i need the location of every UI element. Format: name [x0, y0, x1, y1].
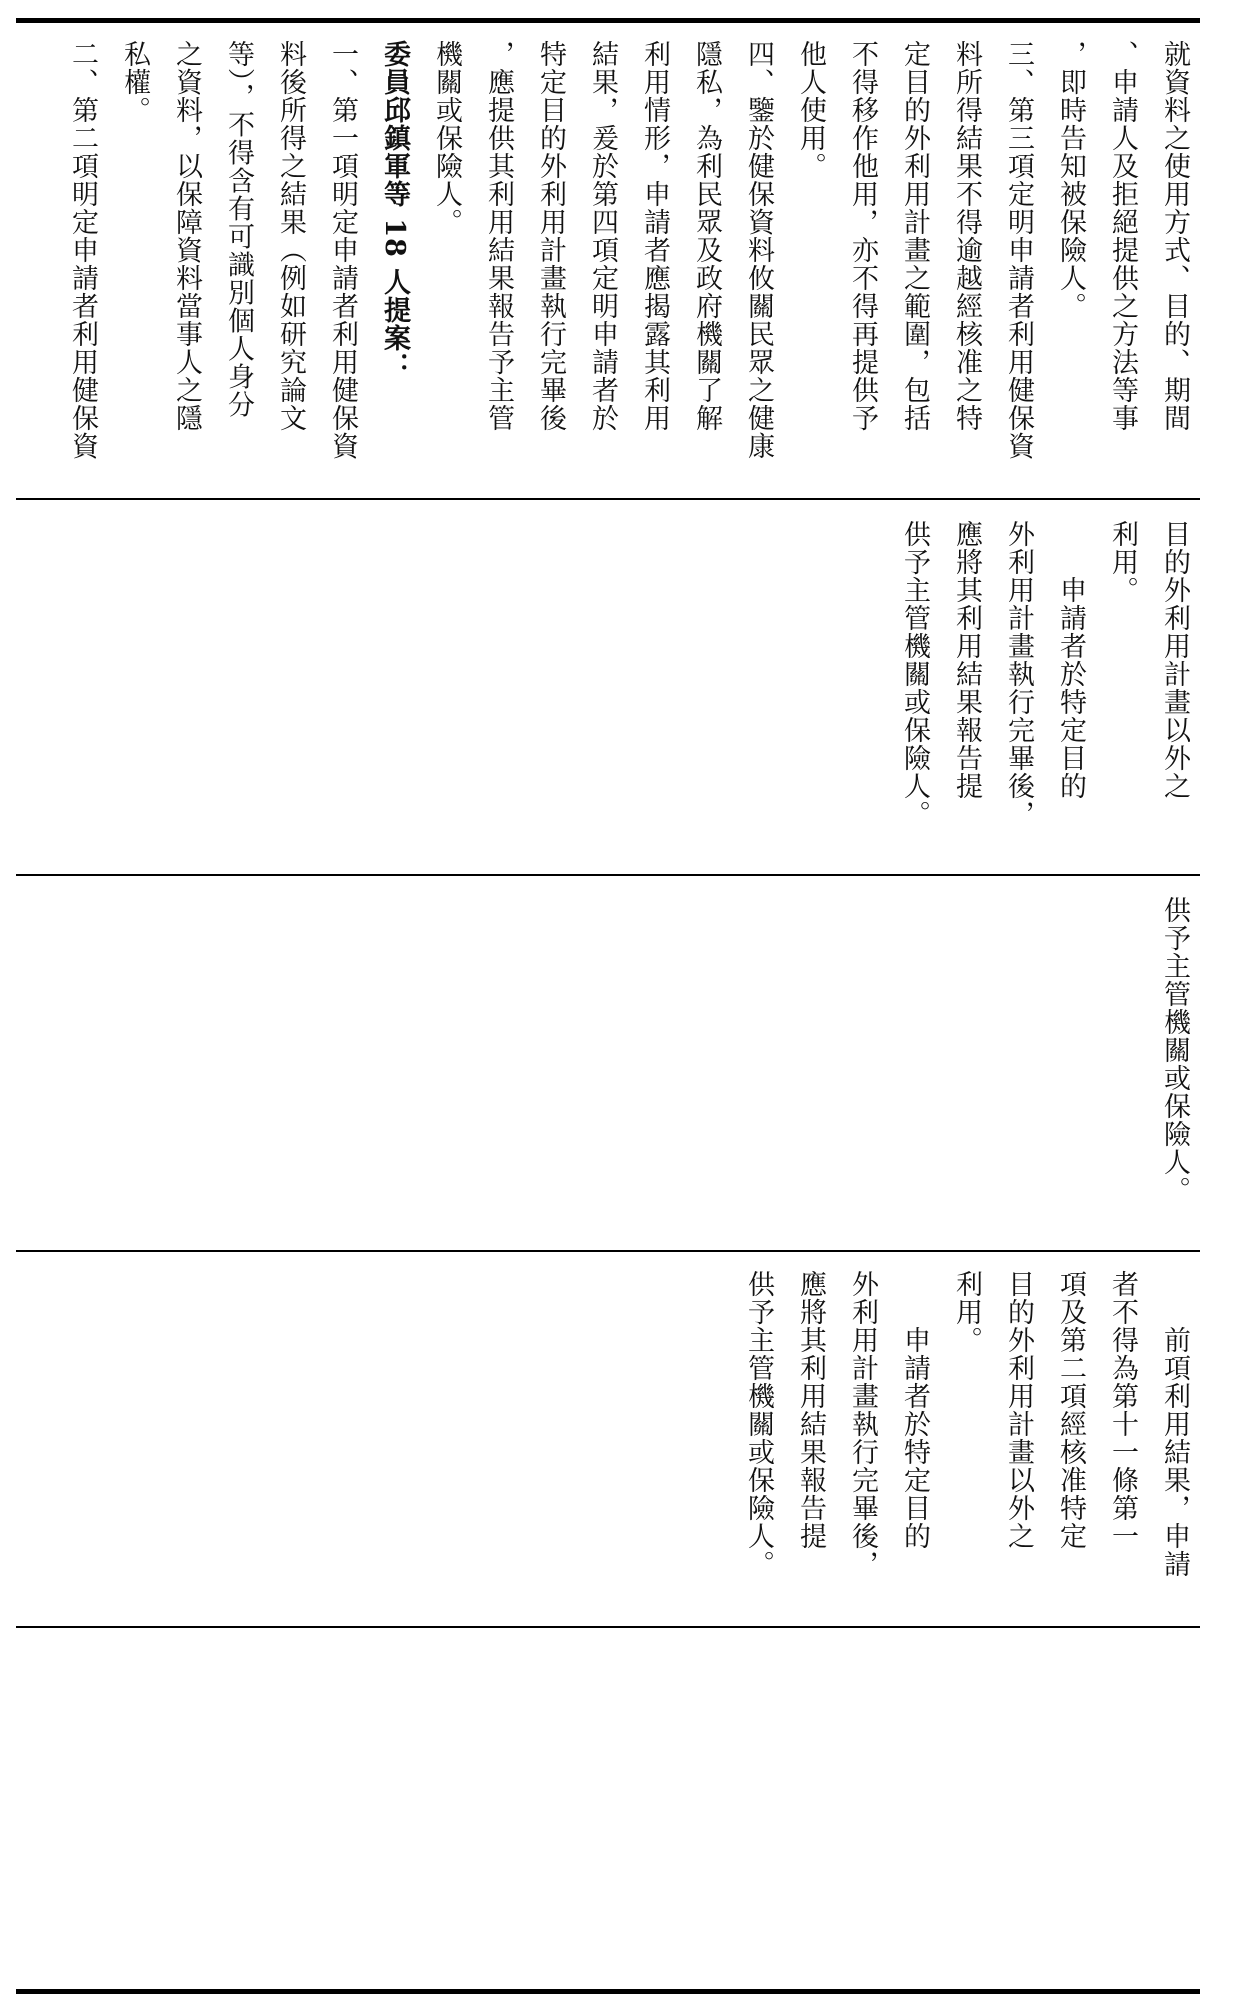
text-line: 之資料，以保障資料當事人之隱 [171, 40, 202, 432]
text-line: 三、第三項定明申請者利用健保資 [1003, 40, 1034, 460]
text-line: 者不得為第十一條第一 [1107, 1270, 1138, 1550]
text-line: 私權。 [119, 40, 150, 124]
text-line: 利用情形，申請者應揭露其利用 [639, 40, 670, 432]
text-line: 二、第二項明定申請者利用健保資 [67, 40, 98, 460]
text-line: 四、鑒於健保資料攸關民眾之健康 [743, 40, 774, 460]
text-line: 隱私，為利民眾及政府機關了解 [691, 40, 722, 432]
text-line: 利用。 [951, 1270, 982, 1354]
text-line: 、申請人及拒絕提供之方法等事 [1107, 40, 1138, 432]
text-line: 特定目的外利用計畫執行完畢後 [535, 40, 566, 432]
text-line: ，即時告知被保險人。 [1055, 40, 1086, 320]
row-divider-2 [16, 874, 1200, 876]
table-bottom-rule [16, 1989, 1200, 1994]
text-line: 就資料之使用方式、目的、期間 [1159, 40, 1190, 432]
text-line: 料後所得之結果（例如研究論文 [275, 40, 306, 432]
text-line: ，應提供其利用結果報告予主管 [483, 40, 514, 432]
text-line: 等），不得含有可識別個人身分 [223, 40, 254, 419]
table-top-rule [16, 18, 1200, 23]
text-line: 應將其利用結果報告提 [795, 1270, 826, 1550]
text-line: 申請者於特定目的 [1055, 520, 1086, 800]
row-divider-4 [16, 1626, 1200, 1628]
text-line: 料所得結果不得逾越經核准之特 [951, 40, 982, 432]
text-line: 申請者於特定目的 [899, 1270, 930, 1550]
text-line: 外利用計畫執行完畢後， [847, 1270, 878, 1578]
text-line: 供予主管機關或保險人。 [899, 520, 930, 828]
proposal-text-column [14, 520, 1200, 860]
row-divider-1 [16, 498, 1200, 500]
text-line: 定目的外利用計畫之範圍，包括 [899, 40, 930, 432]
text-line: 供予主管機關或保險人。 [1159, 896, 1190, 1204]
current-text-column [14, 1270, 1200, 1610]
text-line: 項及第二項經核准特定 [1055, 1270, 1086, 1550]
text-line: 不得移作他用，亦不得再提供予 [847, 40, 878, 432]
proposal-text-column-2 [14, 896, 1200, 1236]
text-line: 供予主管機關或保險人。 [743, 1270, 774, 1578]
text-line: 外利用計畫執行完畢後， [1003, 520, 1034, 828]
text-line: 機關或保險人。 [431, 40, 462, 236]
text-line: 結果，爰於第四項定明申請者於 [587, 40, 618, 432]
text-line: 目的外利用計畫以外之 [1003, 1270, 1034, 1550]
row-divider-3 [16, 1250, 1200, 1252]
proposer-heading: 委員邱鎮軍等 18 人提案： [379, 40, 410, 381]
text-line: 前項利用結果，申請 [1159, 1270, 1190, 1578]
text-line: 應將其利用結果報告提 [951, 520, 982, 800]
text-line: 他人使用。 [795, 40, 826, 180]
text-line: 目的外利用計畫以外之 [1159, 520, 1190, 800]
text-line: 一、第一項明定申請者利用健保資 [327, 40, 358, 460]
text-line: 利用。 [1107, 520, 1138, 604]
explanation-column [14, 40, 1200, 490]
